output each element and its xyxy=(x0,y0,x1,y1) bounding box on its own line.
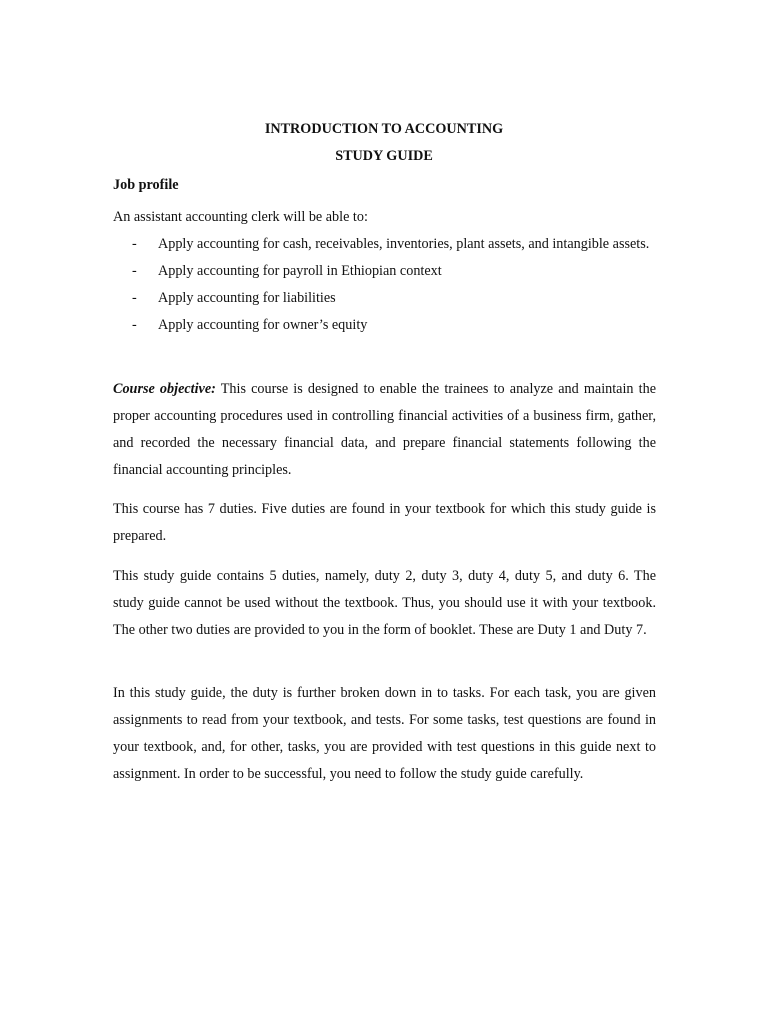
duties-paragraph: This course has 7 duties. Five duties are found in your textbook for which this study guide is prepared. xyxy=(113,501,656,544)
course-objective-paragraph xyxy=(113,376,656,484)
course-objective-text: This course is designed to enable the trainees to analyze and maintain the proper accounting procedures used in controlling financial activities of a business firm, gather, and recorded the necessary financial data, and prepare financial statements following the financial accounting principles. xyxy=(113,381,656,478)
job-profile-heading: Job profile xyxy=(113,177,179,193)
tasks-paragraph: In this study guide, the duty is further broken down in to tasks. For each task, you are given assignments to read from your textbook, and tests. For some tasks, test questions are found in your textbook, and, for other, tasks, you are provided with test questions in this guide next to assignment. In order to be successful, you need to follow the study guide carefully. xyxy=(113,685,656,782)
bullet-dash: - xyxy=(132,263,137,279)
job-profile-intro: An assistant accounting clerk will be able to: xyxy=(113,209,368,225)
list-item xyxy=(113,312,656,339)
document-subtitle: STUDY GUIDE xyxy=(335,148,433,164)
list-item-text: Apply accounting for owner’s equity xyxy=(158,317,368,333)
bullet-dash: - xyxy=(132,236,137,252)
list-item xyxy=(113,258,656,285)
list-item-text: Apply accounting for cash, receivables, inventories, plant assets, and intangible assets. xyxy=(158,236,650,252)
list-item xyxy=(113,285,656,312)
course-objective-label: Course objective: xyxy=(113,381,216,397)
list-item-text: Apply accounting for payroll in Ethiopian context xyxy=(158,263,442,279)
list-item xyxy=(113,231,656,258)
study-guide-contents-paragraph: This study guide contains 5 duties, namely, duty 2, duty 3, duty 4, duty 5, and duty 6. The study guide cannot be used without the textbook. Thus, you should use it with your textbook. The other two duties are provided to you in the form of booklet. These are Duty 1 and Duty 7. xyxy=(113,568,656,638)
document-title: INTRODUCTION TO ACCOUNTING xyxy=(264,121,504,137)
bullet-dash: - xyxy=(132,317,137,333)
job-profile-list xyxy=(113,231,656,339)
bullet-dash: - xyxy=(132,290,137,306)
list-item-text: Apply accounting for liabilities xyxy=(158,290,336,306)
